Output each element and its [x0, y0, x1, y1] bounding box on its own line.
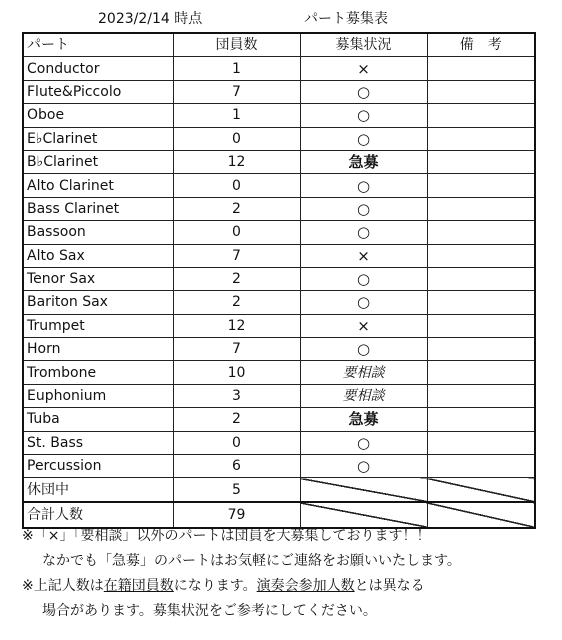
table-row [23, 197, 535, 220]
col-header-part: パート [23, 33, 173, 57]
table-row [23, 267, 535, 290]
recruit-status: ○ [300, 174, 427, 197]
table-row [23, 127, 535, 150]
recruit-status: × [300, 244, 427, 267]
note-emphasis: 在籍団員数 [103, 578, 174, 594]
member-count: 7 [173, 338, 300, 361]
total-count: 79 [173, 502, 300, 528]
member-count: 0 [173, 221, 300, 244]
remarks-cell [427, 384, 535, 407]
recruit-status: ○ [300, 127, 427, 150]
member-count: 2 [173, 291, 300, 314]
member-count: 3 [173, 384, 300, 407]
part-name: Percussion [23, 455, 173, 478]
recruit-status: ○ [300, 221, 427, 244]
col-header-status: 募集状況 [300, 33, 427, 57]
part-name: Bassoon [23, 221, 173, 244]
remarks-cell [427, 267, 535, 290]
col-header-remarks: 備 考 [427, 33, 535, 57]
recruit-status: ○ [300, 104, 427, 127]
remarks-cell [427, 361, 535, 384]
part-name: E♭Clarinet [23, 127, 173, 150]
diagonal-cell [300, 478, 427, 502]
member-count: 2 [173, 408, 300, 431]
table-row [23, 244, 535, 267]
recruit-status: × [300, 57, 427, 80]
recruit-status: 要相談 [300, 361, 427, 384]
on-leave-row [23, 478, 535, 502]
part-name: B♭Clarinet [23, 150, 173, 173]
part-name: Euphonium [23, 384, 173, 407]
part-name: St. Bass [23, 431, 173, 454]
table-row [23, 174, 535, 197]
remarks-cell [427, 244, 535, 267]
remarks-cell [427, 314, 535, 337]
member-count: 10 [173, 361, 300, 384]
note-line-1: ※「×」「要相談」以外のパートは団員を大募集しております！！ [22, 528, 431, 544]
part-name: Tuba [23, 408, 173, 431]
total-label: 合計人数 [23, 502, 173, 528]
recruit-status: 急募 [300, 150, 427, 173]
recruit-status: × [300, 314, 427, 337]
note-line-2: なかでも「急募」のパートはお気軽にご連絡をお願いいたします。 [42, 553, 461, 569]
note-text: ※上記人数は [22, 578, 104, 594]
table-row [23, 455, 535, 478]
table-row [23, 291, 535, 314]
table-row [23, 431, 535, 454]
recruit-status: ○ [300, 431, 427, 454]
part-name: Trumpet [23, 314, 173, 337]
member-count: 12 [173, 314, 300, 337]
member-count: 1 [173, 57, 300, 80]
member-count: 0 [173, 431, 300, 454]
table-row [23, 384, 535, 407]
member-count: 12 [173, 150, 300, 173]
table-header-row [23, 33, 535, 57]
recruit-status: ○ [300, 455, 427, 478]
member-count: 7 [173, 80, 300, 103]
table-row [23, 80, 535, 103]
on-leave-label: 休団中 [23, 478, 173, 502]
member-count: 6 [173, 455, 300, 478]
remarks-cell [427, 431, 535, 454]
part-name: Flute&Piccolo [23, 80, 173, 103]
recruit-status: ○ [300, 197, 427, 220]
part-name: Conductor [23, 57, 173, 80]
remarks-cell [427, 127, 535, 150]
remarks-cell [427, 197, 535, 220]
remarks-cell [427, 150, 535, 173]
remarks-cell [427, 221, 535, 244]
remarks-cell [427, 408, 535, 431]
recruit-status: ○ [300, 291, 427, 314]
table-row [23, 408, 535, 431]
table-row [23, 338, 535, 361]
part-name: Bariton Sax [23, 291, 173, 314]
member-count: 0 [173, 127, 300, 150]
remarks-cell [427, 57, 535, 80]
note-text: になります。 [173, 578, 257, 594]
member-count: 2 [173, 267, 300, 290]
part-name: Alto Sax [23, 244, 173, 267]
part-name: Tenor Sax [23, 267, 173, 290]
member-count: 7 [173, 244, 300, 267]
on-leave-count: 5 [173, 478, 300, 502]
remarks-cell [427, 291, 535, 314]
table-row [23, 361, 535, 384]
part-name: Horn [23, 338, 173, 361]
note-text: とは異なる [354, 578, 425, 594]
table-title: パート募集表 [304, 11, 388, 27]
part-name: Oboe [23, 104, 173, 127]
recruit-status: ○ [300, 338, 427, 361]
note-emphasis: 演奏会参加人数 [256, 578, 355, 594]
remarks-cell [427, 80, 535, 103]
table-row [23, 314, 535, 337]
recruit-status: 要相談 [300, 384, 427, 407]
remarks-cell [427, 174, 535, 197]
part-recruitment-table [22, 32, 536, 529]
member-count: 1 [173, 104, 300, 127]
note-line-4: 場合があります。募集状況をご参考にしてください。 [42, 603, 377, 619]
recruit-status: ○ [300, 267, 427, 290]
part-name: Alto Clarinet [23, 174, 173, 197]
notes [22, 524, 552, 624]
recruit-status: ○ [300, 80, 427, 103]
member-count: 0 [173, 174, 300, 197]
remarks-cell [427, 104, 535, 127]
note-line-3 [22, 574, 552, 599]
part-name: Bass Clarinet [23, 197, 173, 220]
date-label: 2023/2/14 時点 [98, 11, 203, 27]
diagonal-cell [427, 478, 535, 502]
table-row [23, 104, 535, 127]
table-row [23, 57, 535, 80]
table-row [23, 221, 535, 244]
col-header-members: 団員数 [173, 33, 300, 57]
part-name: Trombone [23, 361, 173, 384]
member-count: 2 [173, 197, 300, 220]
remarks-cell [427, 338, 535, 361]
table-row [23, 150, 535, 173]
remarks-cell [427, 455, 535, 478]
recruit-status: 急募 [300, 408, 427, 431]
